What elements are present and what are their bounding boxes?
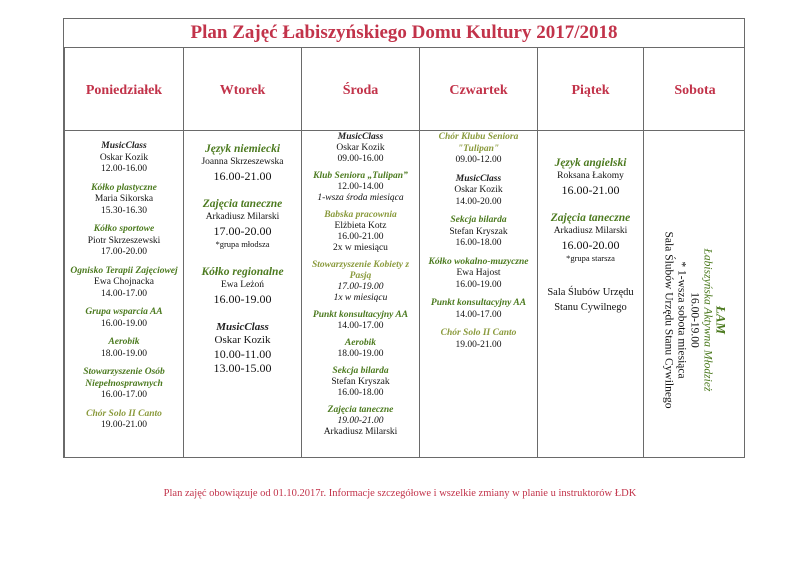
list-item: Kółko plastyczne Maria Sikorska 15.30-16.30 — [91, 182, 157, 216]
location-note: Sala Ślubów Urzędu Stanu Cywilnego — [547, 287, 634, 313]
list-item: Klub Seniora „Tulipan” 12.00-14.00 1-wsza środa miesiąca — [313, 171, 408, 203]
list-item: Kółko sportowe Piotr Skrzeszewski 17.00-20.00 — [87, 224, 161, 257]
list-item: Stowarzyszenie Kobiety z Pasją 17.00-19.00 1x w miesiącu — [311, 260, 410, 303]
saturday-cell — [644, 130, 746, 460]
list-item: MusicClass Oskar Kozik 10.00-11.00 13.00-15.00 — [213, 321, 272, 375]
list-item: Chór Klubu Seniora "Tulipan" 09.00-12.00 — [438, 132, 519, 165]
column-saturday — [643, 47, 746, 457]
day-header-monday: Poniedziałek — [85, 83, 163, 98]
list-item: MusicClass Oskar Kozik 12.00-16.00 — [99, 141, 149, 174]
list-item: Zajęcia taneczne Arkadiusz Milarski 16.00-20.00 *grupa starsza — [550, 212, 631, 263]
list-item: Kółko regionalne Ewa Leżoń 16.00-19.00 — [201, 266, 284, 306]
friday-cell — [538, 156, 643, 322]
list-item: Język niemiecki Joanna Skrzeszewska 16.00-21.00 — [201, 143, 284, 183]
column-thursday — [419, 47, 537, 457]
day-header-tuesday: Wtorek — [219, 83, 266, 98]
monday-cell — [65, 141, 183, 439]
list-item: Ognisko Terapii Zajęciowej Ewa Chojnacka 14.00-17.00 — [70, 265, 178, 299]
wednesday-cell — [302, 132, 419, 438]
list-item: Babska pracownia Elżbieta Kotz 16.00-21.00 2x w miesiącu — [324, 210, 397, 253]
column-monday — [64, 47, 183, 457]
list-item: Aerobik 18.00-19.00 — [337, 338, 384, 359]
list-item: MusicClass Oskar Kozik 14.00-20.00 — [454, 173, 503, 207]
day-header-friday: Piątek — [571, 83, 610, 98]
footer-note: Plan zajęć obowiązuje od 01.10.2017r. Informacje szczegółowe i wszelkie zmiany w planie u instruktorów ŁDK — [163, 488, 637, 499]
list-item: Punkt konsultacyjny AA 14.00-17.00 — [312, 310, 409, 331]
list-item: Zajęcia taneczne 19.00-21.00 Arkadiusz Milarski — [323, 405, 398, 437]
saturday-rotated-entry: ŁAM Łabiszyńska Aktywna Młodzież 16.00-19.00 * 1-wsza sobota miesiąca Sala Ślubów Urzędu Stanu Cywilnego — [662, 231, 729, 409]
list-item: Grupa wsparcia AA 16.00-19.00 — [85, 307, 163, 329]
schedule-table — [63, 18, 745, 458]
day-header-wednesday: Środa — [342, 83, 379, 98]
list-item: Zajęcia taneczne Arkadiusz Milarski 17.00-20.00 *grupa młodsza — [202, 198, 283, 249]
day-header-saturday: Sobota — [674, 83, 716, 98]
list-item: Chór Solo II Canto 19.00-21.00 — [440, 328, 517, 350]
list-item: Punkt konsultacyjny AA 14.00-17.00 — [430, 298, 527, 320]
list-item: Aerobik 18.00-19.00 — [101, 337, 147, 359]
list-item: Kółko wokalno-muzyczne Ewa Hajost 16.00-19.00 — [428, 256, 529, 290]
column-tuesday — [183, 47, 301, 457]
list-item: Sekcja bilarda Stefan Kryszak 16.00-18.00 — [449, 215, 508, 248]
list-item: Język angielski Roksana Łakomy 16.00-21.00 — [554, 157, 627, 197]
day-header-thursday: Czwartek — [449, 83, 508, 98]
list-item: Sekcja bilarda Stefan Kryszak 16.00-18.00 — [331, 366, 390, 398]
page-title: Plan Zajęć Łabiszyńskiego Domu Kultury 2017/2018 — [64, 19, 744, 48]
tuesday-cell — [184, 142, 301, 382]
list-item: Chór Solo II Canto 19.00-21.00 — [86, 408, 162, 430]
column-wednesday — [301, 47, 419, 457]
list-item: MusicClass Oskar Kozik 09.00-16.00 — [336, 132, 385, 164]
thursday-cell — [420, 132, 537, 358]
column-friday — [537, 47, 643, 457]
list-item: Stowarzyszenie Osób Niepełnosprawnych 16.00-17.00 — [83, 367, 165, 400]
